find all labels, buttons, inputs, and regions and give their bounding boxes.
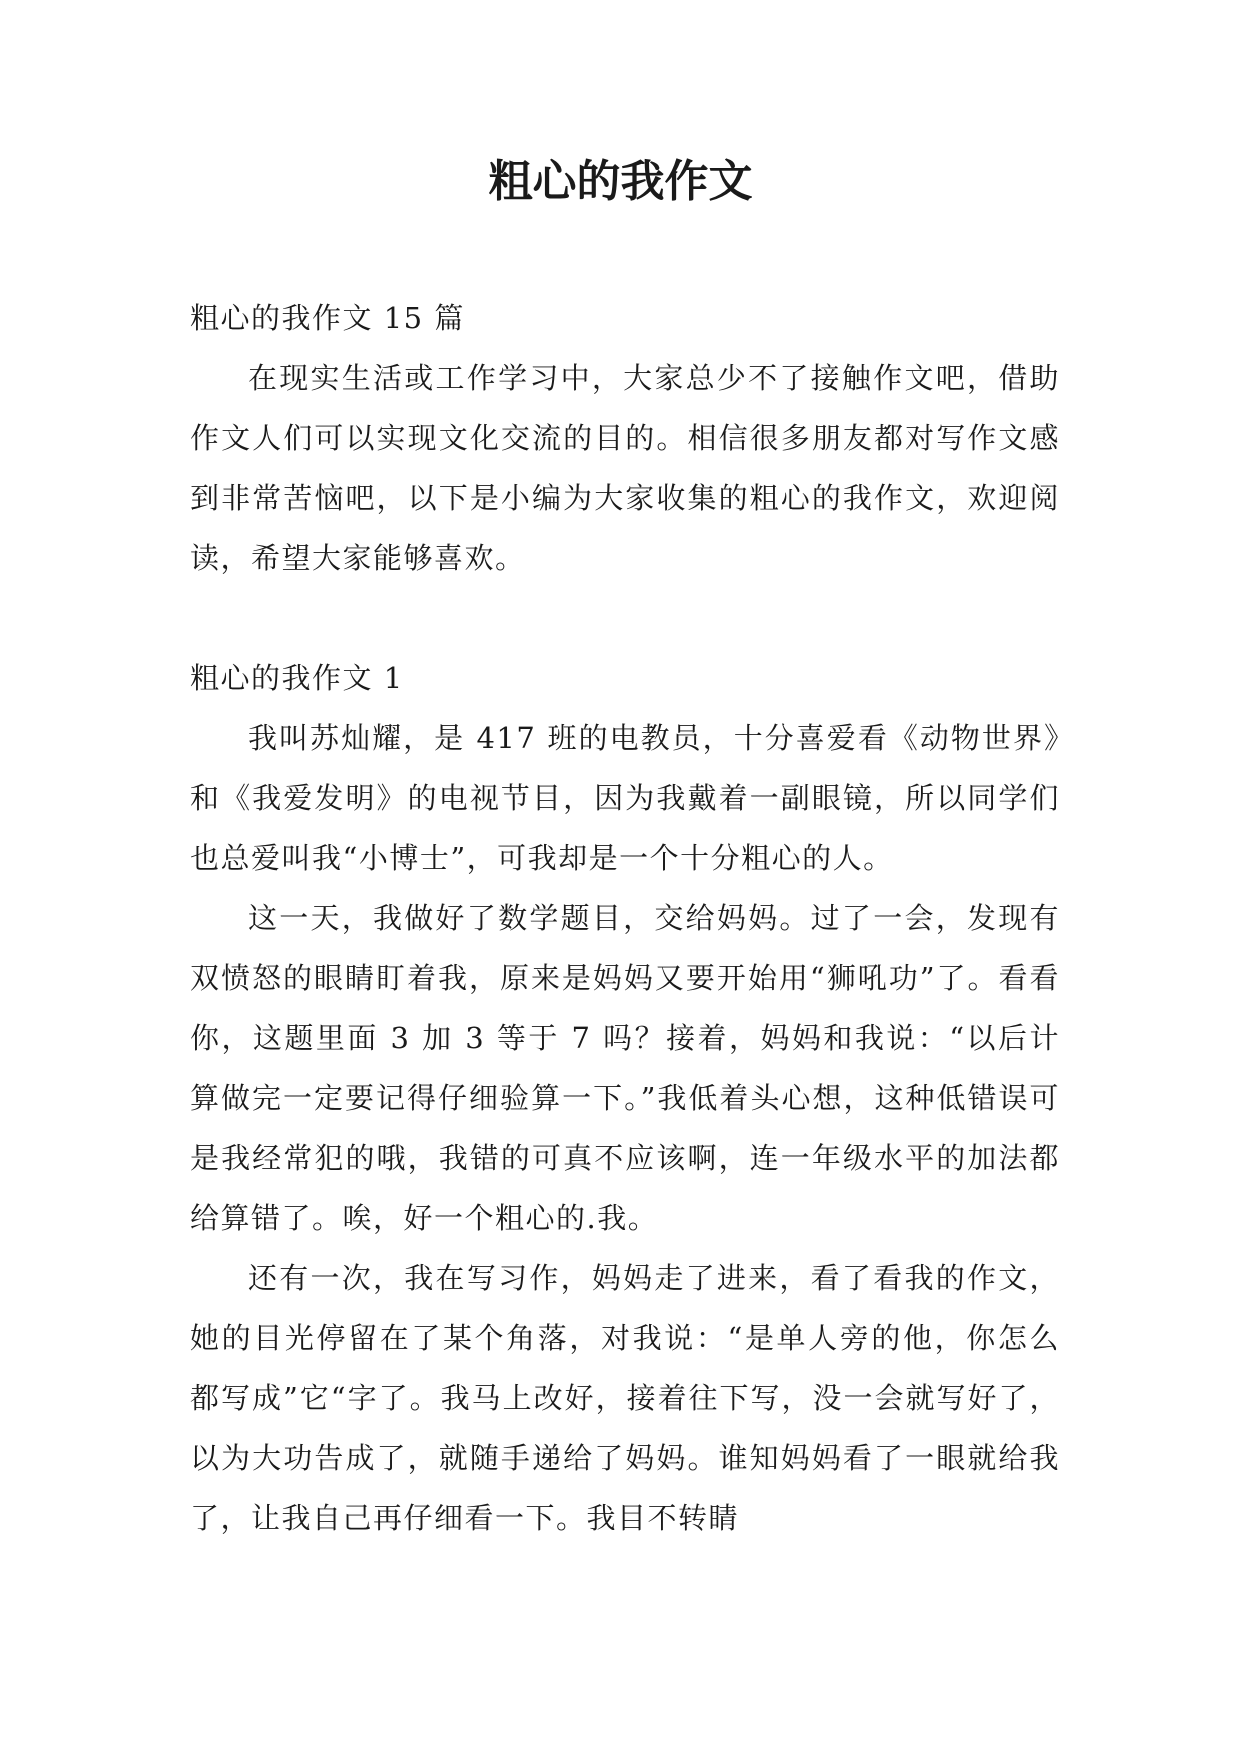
document-body (190, 288, 1060, 1548)
section-heading: 粗心的我作文 1 (190, 661, 404, 695)
paragraph-1: 我叫苏灿耀，是 417 班的电教员，十分喜爱看《动物世界》和《我爱发明》的电视节目，因为我戴着一副眼镜，所以同学们也总爱叫我“小博士”，可我却是一个十分粗心的人。 (190, 721, 1060, 875)
page-title: 粗心的我作文 (488, 156, 753, 207)
collection-heading: 粗心的我作文 15 篇 (190, 301, 465, 335)
intro-paragraph: 在现实生活或工作学习中，大家总少不了接触作文吧，借助作文人们可以实现文化交流的目的。相信很多朋友都对写作文感到非常苦恼吧，以下是小编为大家收集的粗心的我作文，欢迎阅读，希望大家能够喜欢。 (190, 361, 1060, 575)
section-spacer (190, 588, 1060, 648)
paragraph-3: 还有一次，我在写习作，妈妈走了进来，看了看我的作文，她的目光停留在了某个角落，对我说：“是单人旁的他，你怎么都写成”它“字了。我马上改好，接着往下写，没一会就写好了，以为大功告成了，就随手递给了妈妈。谁知妈妈看了一眼就给我了，让我自己再仔细看一下。我目不转睛 (190, 1261, 1060, 1535)
paragraph-2: 这一天，我做好了数学题目，交给妈妈。过了一会，发现有双愤怒的眼睛盯着我，原来是妈妈又要开始用“狮吼功”了。看看你，这题里面 3 加 3 等于 7 吗？接着，妈妈和我说：“以后计算做完一定要记得仔细验算一下。”我低着头心想，这种低错误可是我经常犯的哦，我错的可真不应该啊，连一年级水平的加法都给算错了。唉，好一个粗心的.我。 (190, 901, 1060, 1235)
